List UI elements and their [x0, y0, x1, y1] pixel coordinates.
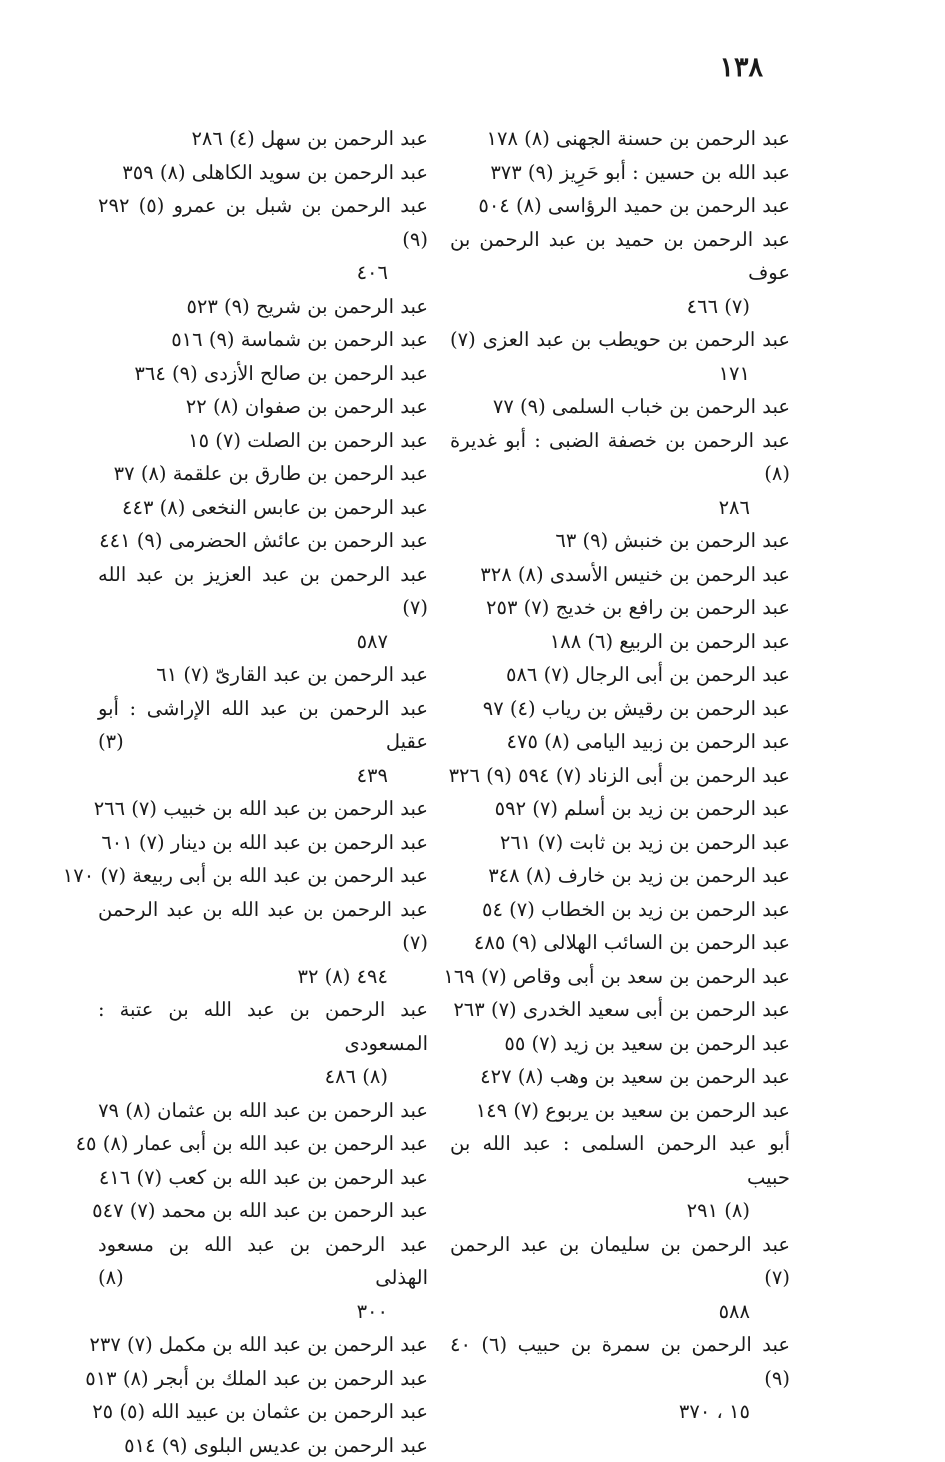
entry-text: عبد الرحمن بن طارق بن علقمة (٨) ٣٧ [98, 457, 428, 491]
entry-text: عبد الرحمن بن شبل بن عمرو (٥) ٢٩٢ (٩) [98, 189, 428, 256]
entry-text: عبد الرحمن بن عبد الله بن عبد الرحمن (٧) [98, 893, 428, 960]
index-entry [98, 1429, 428, 1462]
index-entry [450, 926, 790, 960]
entry-text: عبد الرحمن بن الصلت (٧) ١٥ [98, 424, 428, 458]
index-entry [450, 1328, 790, 1429]
index-entry [98, 1094, 428, 1128]
entry-text: عبد الرحمن بن سعيد بن زيد (٧) ٥٥ [450, 1027, 790, 1061]
entry-text: عبد الله بن حسين : أبو حَرِيز (٩) ٣٧٣ [450, 156, 790, 190]
index-entry [450, 826, 790, 860]
index-entry [98, 156, 428, 190]
index-entry [98, 1228, 428, 1329]
index-entry [450, 692, 790, 726]
entry-text: عبد الرحمن بن عبد الله الإراشى : أبو عقيل (٣) [98, 692, 428, 759]
index-entry [98, 1194, 428, 1228]
entry-text: عبد الرحمن بن عبد الله بن دينار (٧) ٦٠١ [98, 826, 428, 860]
index-entry [450, 424, 790, 525]
entry-text: عبد الرحمن بن أبى الرجال (٧) ٥٨٦ [450, 658, 790, 692]
entry-text: عبد الرحمن بن عبد القارىّ (٧) ٦١ [98, 658, 428, 692]
entry-text: عبد الرحمن بن السائب الهلالى (٩) ٤٨٥ [450, 926, 790, 960]
index-entry [98, 290, 428, 324]
index-entry [98, 424, 428, 458]
entry-text: عبد الرحمن بن حميد الرؤاسى (٨) ٥٠٤ [450, 189, 790, 223]
entry-text: عبد الرحمن بن زيد بن أسلم (٧) ٥٩٢ [450, 792, 790, 826]
entry-text: عبد الرحمن بن سويد الكاهلى (٨) ٣٥٩ [98, 156, 428, 190]
entry-text: عبد الرحمن بن أبى الزناد (٧) ٥٩٤ (٩) ٣٢٦ [450, 759, 790, 793]
index-entry [98, 792, 428, 826]
index-column-right [450, 122, 790, 1429]
entry-text: عبد الرحمن بن عبد الله بن كعب (٧) ٤١٦ [98, 1161, 428, 1195]
entry-text: عبد الرحمن بن زيد بن خارف (٨) ٣٤٨ [450, 859, 790, 893]
index-entry [450, 558, 790, 592]
entry-text: عبد الرحمن بن رقيش بن رياب (٤) ٩٧ [450, 692, 790, 726]
entry-text: عبد الرحمن بن عبد الله بن عتبة : المسعودى [98, 993, 428, 1060]
entry-text: عبد الرحمن بن عبد الله بن أبى ربيعة (٧) ١٧٠ [98, 859, 428, 893]
index-entry [98, 893, 428, 994]
entry-text: عبد الرحمن بن عبد الله بن محمد (٧) ٥٤٧ [98, 1194, 428, 1228]
index-entry [98, 1127, 428, 1161]
entry-text: عبد الرحمن بن زبيد اليامى (٨) ٤٧٥ [450, 725, 790, 759]
index-entry [98, 323, 428, 357]
index-entry [450, 893, 790, 927]
page-number: ١٣٨ [719, 52, 763, 83]
index-entry [98, 1328, 428, 1362]
index-entry [450, 323, 790, 390]
entry-text: عبد الرحمن بن أبى سعيد الخدرى (٧) ٢٦٣ [450, 993, 790, 1027]
entry-text: عبد الرحمن بن خنبش (٩) ٦٣ [450, 524, 790, 558]
entry-text: عبد الرحمن بن سمرة بن حبيب (٦) ٤٠ (٩) [450, 1328, 790, 1395]
index-entry [98, 524, 428, 558]
entry-continuation: ٢٨٦ [450, 491, 790, 525]
index-entry [450, 1094, 790, 1128]
index-entry [450, 390, 790, 424]
index-entry [450, 625, 790, 659]
entry-continuation: ٥٨٨ [450, 1295, 790, 1329]
entry-text: عبد الرحمن بن شماسة (٩) ٥١٦ [98, 323, 428, 357]
index-entry [450, 122, 790, 156]
index-entry [450, 223, 790, 324]
index-entry [98, 658, 428, 692]
entry-text: عبد الرحمن بن سعيد بن وهب (٨) ٤٢٧ [450, 1060, 790, 1094]
index-entry [450, 792, 790, 826]
index-entry [450, 658, 790, 692]
index-entry [98, 993, 428, 1094]
entry-text: عبد الرحمن بن عبد الملك بن أبجر (٨) ٥١٣ [98, 1362, 428, 1396]
entry-text: عبد الرحمن بن زيد بن الخطاب (٧) ٥٤ [450, 893, 790, 927]
entry-continuation: ١٥ ، ٣٧٠ [450, 1395, 790, 1429]
index-entry [98, 457, 428, 491]
entry-text: عبد الرحمن بن صفوان (٨) ٢٢ [98, 390, 428, 424]
entry-text: عبد الرحمن بن حويطب بن عبد العزى (٧) [450, 323, 790, 357]
entry-text: عبد الرحمن بن خصفة الضبى : أبو غديرة (٨) [450, 424, 790, 491]
entry-text: عبد الرحمن بن خباب السلمى (٩) ٧٧ [450, 390, 790, 424]
index-column-left [98, 122, 428, 1462]
index-entry [98, 1161, 428, 1195]
index-entry [450, 189, 790, 223]
entry-text: عبد الرحمن بن خنيس الأسدى (٨) ٣٢٨ [450, 558, 790, 592]
entry-continuation: ٥٨٧ [98, 625, 428, 659]
entry-text: عبد الرحمن بن الربيع (٦) ١٨٨ [450, 625, 790, 659]
entry-continuation: ٤٩٤ (٨) ٣٢ [98, 960, 428, 994]
entry-text: عبد الرحمن بن صالح الأزدى (٩) ٣٦٤ [98, 357, 428, 391]
index-entry [98, 390, 428, 424]
entry-text: عبد الرحمن بن حميد بن عبد الرحمن بن عوف [450, 223, 790, 290]
entry-text: عبد الرحمن بن رافع بن خديج (٧) ٢٥٣ [450, 591, 790, 625]
index-entry [98, 1395, 428, 1429]
entry-text: أبو عبد الرحمن السلمى : عبد الله بن حبيب [450, 1127, 790, 1194]
entry-text: عبد الرحمن بن عديس البلوى (٩) ٥١٤ [98, 1429, 428, 1462]
entry-continuation: (٨) ٢٩١ [450, 1194, 790, 1228]
index-entry [450, 1127, 790, 1228]
entry-text: عبد الرحمن بن زيد بن ثابت (٧) ٢٦١ [450, 826, 790, 860]
index-entry [98, 859, 428, 893]
index-entry [450, 591, 790, 625]
entry-text: عبد الرحمن بن شريح (٩) ٥٢٣ [98, 290, 428, 324]
index-entry [98, 357, 428, 391]
index-entry [98, 692, 428, 793]
entry-text: عبد الرحمن بن عابس النخعى (٨) ٤٤٣ [98, 491, 428, 525]
entry-text: عبد الرحمن بن حسنة الجهنى (٨) ١٧٨ [450, 122, 790, 156]
index-entry [98, 558, 428, 659]
index-entry [98, 122, 428, 156]
index-entry [450, 759, 790, 793]
entry-continuation: ٤٠٦ [98, 256, 428, 290]
entry-continuation: ٣٠٠ [98, 1295, 428, 1329]
entry-text: عبد الرحمن بن عبد الله بن أبى عمار (٨) ٤٥ [98, 1127, 428, 1161]
index-entry [450, 960, 790, 994]
entry-text: عبد الرحمن بن عبد الله بن مسعود الهذلى (٨) [98, 1228, 428, 1295]
index-entry [98, 491, 428, 525]
index-entry [450, 725, 790, 759]
index-entry [450, 993, 790, 1027]
index-entry [98, 1362, 428, 1396]
entry-text: عبد الرحمن بن سليمان بن عبد الرحمن (٧) [450, 1228, 790, 1295]
index-entry [450, 156, 790, 190]
entry-text: عبد الرحمن بن عبد الله بن خبيب (٧) ٢٦٦ [98, 792, 428, 826]
index-entry [450, 1228, 790, 1329]
entry-text: عبد الرحمن بن عبد الله بن عثمان (٨) ٧٩ [98, 1094, 428, 1128]
index-entry [450, 859, 790, 893]
index-entry [98, 189, 428, 290]
index-entry [450, 524, 790, 558]
entry-text: عبد الرحمن بن عائش الحضرمى (٩) ٤٤١ [98, 524, 428, 558]
index-entry [450, 1027, 790, 1061]
entry-text: عبد الرحمن بن سهل (٤) ٢٨٦ [98, 122, 428, 156]
index-entry [450, 1060, 790, 1094]
entry-continuation: (٧) ٤٦٦ [450, 290, 790, 324]
entry-text: عبد الرحمن بن عبد العزيز بن عبد الله (٧) [98, 558, 428, 625]
entry-continuation: ٤٣٩ [98, 759, 428, 793]
entry-text: عبد الرحمن بن سعيد بن يربوع (٧) ١٤٩ [450, 1094, 790, 1128]
entry-text: عبد الرحمن بن عثمان بن عبيد الله (٥) ٢٥ [98, 1395, 428, 1429]
entry-text: عبد الرحمن بن عبد الله بن مكمل (٧) ٢٣٧ [98, 1328, 428, 1362]
entry-text: عبد الرحمن بن سعد بن أبى وقاص (٧) ١٦٩ [450, 960, 790, 994]
index-entry [98, 826, 428, 860]
entry-continuation: (٨) ٤٨٦ [98, 1060, 428, 1094]
entry-continuation: ١٧١ [450, 357, 790, 391]
